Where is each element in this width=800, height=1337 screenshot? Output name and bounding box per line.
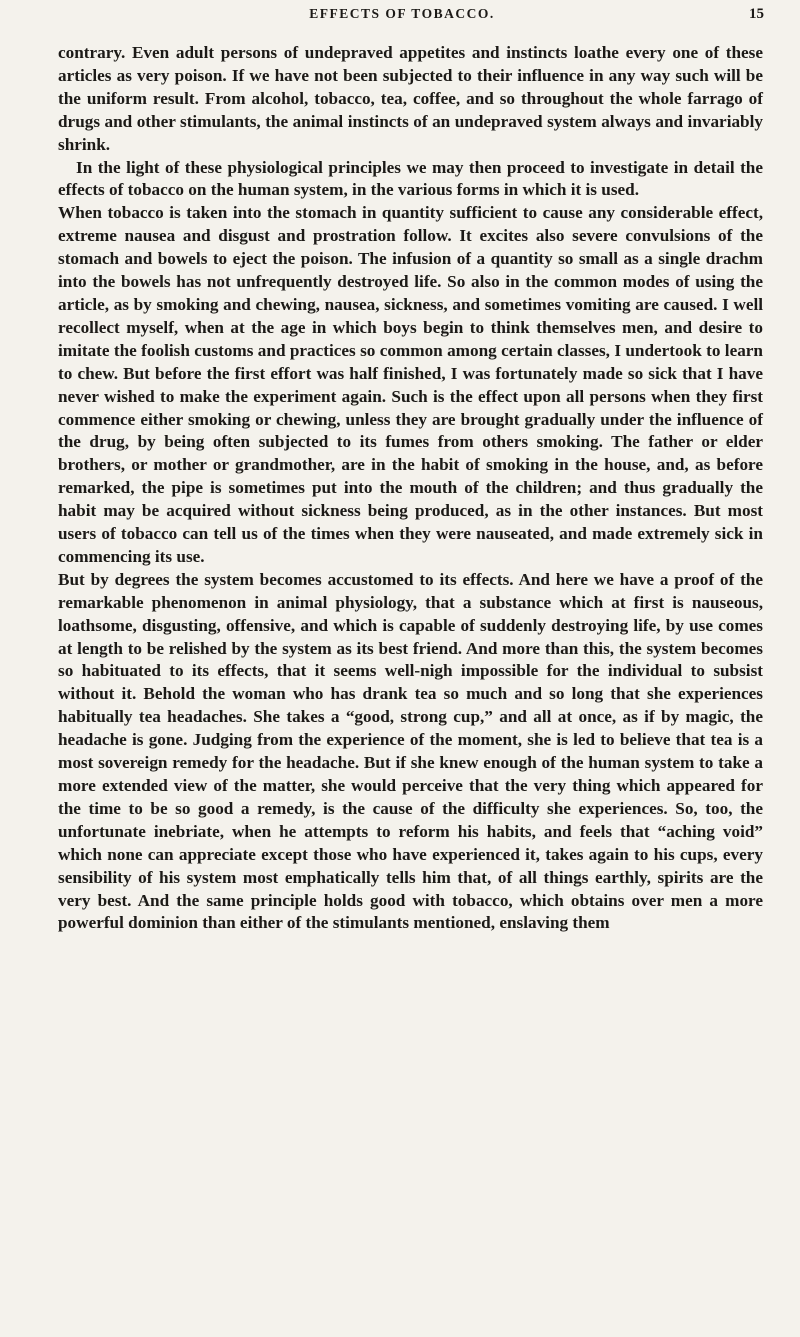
paragraph-2: In the light of these physiological principles we may then proceed to investigate in detail the effects of tobacco on the human system, in the various forms in which it is used.	[58, 157, 763, 200]
paragraph-4: But by degrees the system becomes accustomed to its effects. And here we have a proof of the remarkable phenomenon in animal physiology, that a substance which at first is nauseous, loathsome, disgusting, offensive, and which is capable of suddenly destroying life, by use comes at length to be relished by the system as its best friend. And more than this, the system becomes so habituated to its effects, that it seems well-nigh impossible for the individual to subsist without it. Behold the woman who has drank tea so much and so long that she experiences habitually tea headaches. She takes a “good, strong cup,” and all at once, as if by magic, the headache is gone. Judging from the experience of the moment, she is led to believe that tea is a most sovereign remedy for the headache. But if she knew enough of the human system to take a more extended view of the matter, she would perceive that the very thing which appeared for the time to be so good a remedy, is the cause of the difficulty she experiences. So, too, the unfortunate inebriate, when he attempts to reform his habits, and feels that “aching void” which none can appreciate except those who have experienced it, takes again to his cups, every sensibility of his system most emphatically tells him that, of all things earthly, spirits are the very best. And the same principle holds good with tobacco, which obtains over men a more powerful dominion than either of the stimulants mentioned, enslaving them	[58, 569, 763, 933]
page-number: 15	[749, 6, 764, 22]
body-text	[58, 42, 763, 935]
running-head	[40, 6, 764, 28]
paragraph-3: When tobacco is taken into the stomach in quantity sufficient to cause any considerable effect, extreme nausea and disgust and prostration follow. It excites also severe convulsions of the stomach and bowels to eject the poison. The infusion of a quantity so small as a single drachm into the bowels has not unfrequently destroyed life. So also in the common modes of using the article, as by smoking and chewing, nausea, sickness, and sometimes vomiting are caused. I well recollect myself, when at the age in which boys begin to think themselves men, and desire to imitate the foolish customs and practices so common among certain classes, I undertook to learn to chew. But before the first effort was half finished, I was fortunately made so sick that I have never wished to make the experiment again. Such is the effect upon all persons when they first commence either smoking or chewing, unless they are brought gradually under the influence of the drug, by being often subjected to its fumes from others smoking. The father or elder brothers, or mother or grandmother, are in the habit of smoking in the house, and, as before remarked, the pipe is sometimes put into the mouth of the children; and thus gradually the habit may be acquired without sickness being produced, as in the other instances. But most users of tobacco can tell us of the times when they were nauseated, and made extremely sick in commencing its use.	[58, 203, 763, 566]
running-title: EFFECTS OF TOBACCO.	[309, 6, 495, 21]
paragraph-1: contrary. Even adult persons of undepraved appetites and instincts loathe every one of these articles as very poison. If we have not been subjected to their influence in any way such will be the uniform result. From alcohol, tobacco, tea, coffee, and so throughout the whole farrago of drugs and other stimulants, the animal instincts of an undepraved system always and invariably shrink.	[58, 43, 763, 154]
